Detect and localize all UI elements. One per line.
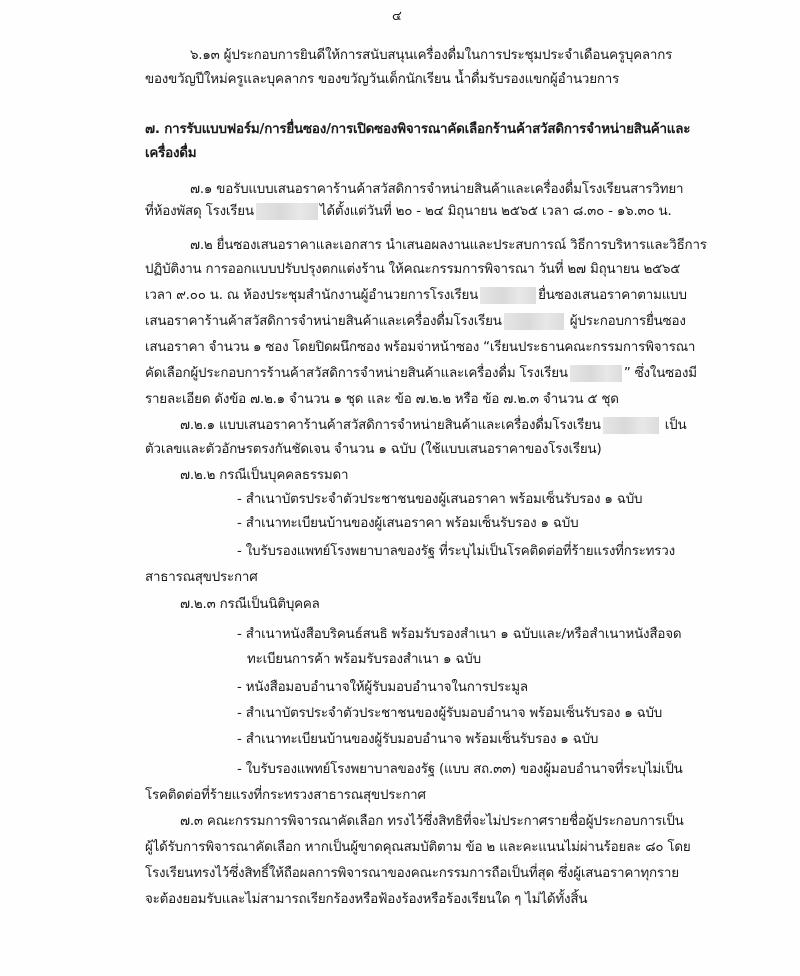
paragraph-line: จะต้องยอมรับและไม่สามารถเรียกร้องหรือฟ้องร้องหรือร้องเรียนใด ๆ ไม่ได้ทั้งสิ้น [145,892,588,907]
list-item: - สำเนาทะเบียนบ้านของผู้เสนอราคา พร้อมเซ็นรับรอง ๑ ฉบับ [237,516,579,531]
list-item: - สำเนาบัตรประจำตัวประชาชนของผู้เสนอราคา พร้อมเซ็นรับรอง ๑ ฉบับ [237,492,643,507]
redacted-school-name [570,365,622,382]
paragraph-line [145,312,686,332]
list-item: - หนังสือมอบอำนาจให้ผู้รับมอบอำนาจในการประมูล [237,680,528,695]
paragraph-line: เสนอราคา จำนวน ๑ ซอง โดยปิดผนึกซอง พร้อมจ่าหน้าซอง “เรียนประธานคณะกรรมการพิจารณา [145,340,696,355]
redacted-school-name [504,313,564,330]
text-segment: ที่ห้องพัสดุ โรงเรียน [145,204,254,219]
paragraph-line [180,416,686,436]
text-segment: ยื่นซองเสนอราคาตามแบบ [538,288,687,303]
redacted-school-name [256,203,318,220]
list-item: - สำเนาทะเบียนบ้านของผู้รับมอบอำนาจ พร้อมเซ็นรับรอง ๑ ฉบับ [237,732,599,747]
list-item: - สำเนาบัตรประจำตัวประชาชนของผู้รับมอบอำนาจ พร้อมเซ็นรับรอง ๑ ฉบับ [237,706,663,721]
paragraph-line: ปฏิบัติงาน การออกแบบปรับปรุงตกแต่งร้าน ให้คณะกรรมการพิจารณา วันที่ ๒๗ มิถุนายน ๒๕๖๕ [145,262,681,277]
text-segment: ได้ตั้งแต่วันที่ ๒๐ - ๒๔ มิถุนายน ๒๕๖๕ เวลา ๘.๓๐ - ๑๖.๓๐ น. [319,204,672,219]
list-item: - ใบรับรองแพทย์โรงพยาบาลของรัฐ (แบบ สถ.๓๓) ของผู้มอบอำนาจที่ระบุไม่เป็น [237,762,683,777]
text-segment: เวลา ๙.๐๐ น. ณ ห้องประชุมสำนักงานผู้อำนวยการโรงเรียน [145,288,479,303]
paragraph-line: ๗.๓ คณะกรรมการพิจารณาคัดเลือก ทรงไว้ซึ่งสิทธิที่จะไม่ประกาศรายชื่อผู้ประกอบการเป็น [180,814,684,829]
paragraph-line: ผู้ได้รับการพิจารณาคัดเลือก หากเป็นผู้ขาดคุณสมบัติตาม ข้อ ๒ และคะแนนไม่ผ่านร้อยละ ๘๐ โดย [145,840,691,855]
list-item-continuation: สาธารณสุขประกาศ [145,570,258,585]
paragraph-line: รายละเอียด ดังข้อ ๗.๒.๑ จำนวน ๑ ชุด และ ข้อ ๗.๒.๒ หรือ ข้อ ๗.๒.๓ จำนวน ๕ ชุด [145,392,619,407]
list-item-continuation: ทะเบียนการค้า พร้อมรับรองสำเนา ๑ ฉบับ [247,652,481,667]
paragraph-line: โรงเรียนทรงไว้ซึ่งสิทธิ์ให้ถือผลการพิจารณาของคณะกรรมการถือเป็นที่สุด ซึ่งผู้เสนอราคาทุกราย [145,866,679,881]
paragraph-line [145,202,672,222]
text-segment: เป็น [664,418,687,433]
paragraph-line: ๗.๑ ขอรับแบบเสนอราคาร้านค้าสวัสดิการจำหน่ายสินค้าและเครื่องดื่มโรงเรียนสารวิทยา [190,182,684,197]
list-item: - สำเนาหนังสือบริคนธ์สนธิ พร้อมรับรองสำเนา ๑ ฉบับและ/หรือสำเนาหนังสือจด [237,627,682,642]
page-number: ๔ [392,9,402,24]
paragraph-line [145,364,697,384]
subsection-heading: ๗.๒.๒ กรณีเป็นบุคคลธรรมดา [180,468,349,483]
list-item: - ใบรับรองแพทย์โรงพยาบาลของรัฐ ที่ระบุไม่เป็นโรคติดต่อที่ร้ายแรงที่กระทรวง [237,544,675,559]
paragraph-line: ของขวัญปีใหม่ครูและบุคลากร ของขวัญวันเด็กนักเรียน น้ำดื่มรับรองแขกผู้อำนวยการ [145,72,620,87]
text-segment: ผู้ประกอบการยื่นซอง [569,314,686,329]
paragraph-line: ตัวเลขและตัวอักษรตรงกันชัดเจน จำนวน ๑ ฉบับ (ใช้แบบเสนอราคาของโรงเรียน) [145,442,602,457]
text-segment: ๗.๒.๑ แบบเสนอราคาร้านค้าสวัสดิการจำหน่ายสินค้าและเครื่องดื่มโรงเรียน [180,418,601,433]
paragraph-line: ๗.๒ ยื่นซองเสนอราคาและเอกสาร นำเสนอผลงานและประสบการณ์ วิธีการบริหารและวิธีการ [190,238,707,253]
text-segment: เสนอราคาร้านค้าสวัสดิการจำหน่ายสินค้าและเครื่องดื่มโรงเรียน [145,314,502,329]
redacted-school-name [603,417,659,434]
section-heading: ๗. การรับแบบฟอร์ม/การยื่นซอง/การเปิดซองพิจารณาคัดเลือกร้านค้าสวัสดิการจำหน่ายสินค้าและ [145,122,691,137]
paragraph-line [145,286,687,306]
list-item-continuation: โรคติดต่อที่ร้ายแรงที่กระทรวงสาธารณสุขประกาศ [145,788,426,803]
redacted-school-name [480,287,536,304]
text-segment: คัดเลือกผู้ประกอบการร้านค้าสวัสดิการจำหน่ายสินค้าและเครื่องดื่ม โรงเรียน [145,366,568,381]
section-heading: เครื่องดื่ม [145,146,197,161]
paragraph-line: ๖.๑๓ ผู้ประกอบการยินดีให้การสนับสนุนเครื่องดื่มในการประชุมประจำเดือนครูบุคลากร [190,48,673,63]
subsection-heading: ๗.๒.๓ กรณีเป็นนิติบุคคล [180,597,320,612]
text-segment: ” ซึ่งในซองมี [623,366,697,381]
